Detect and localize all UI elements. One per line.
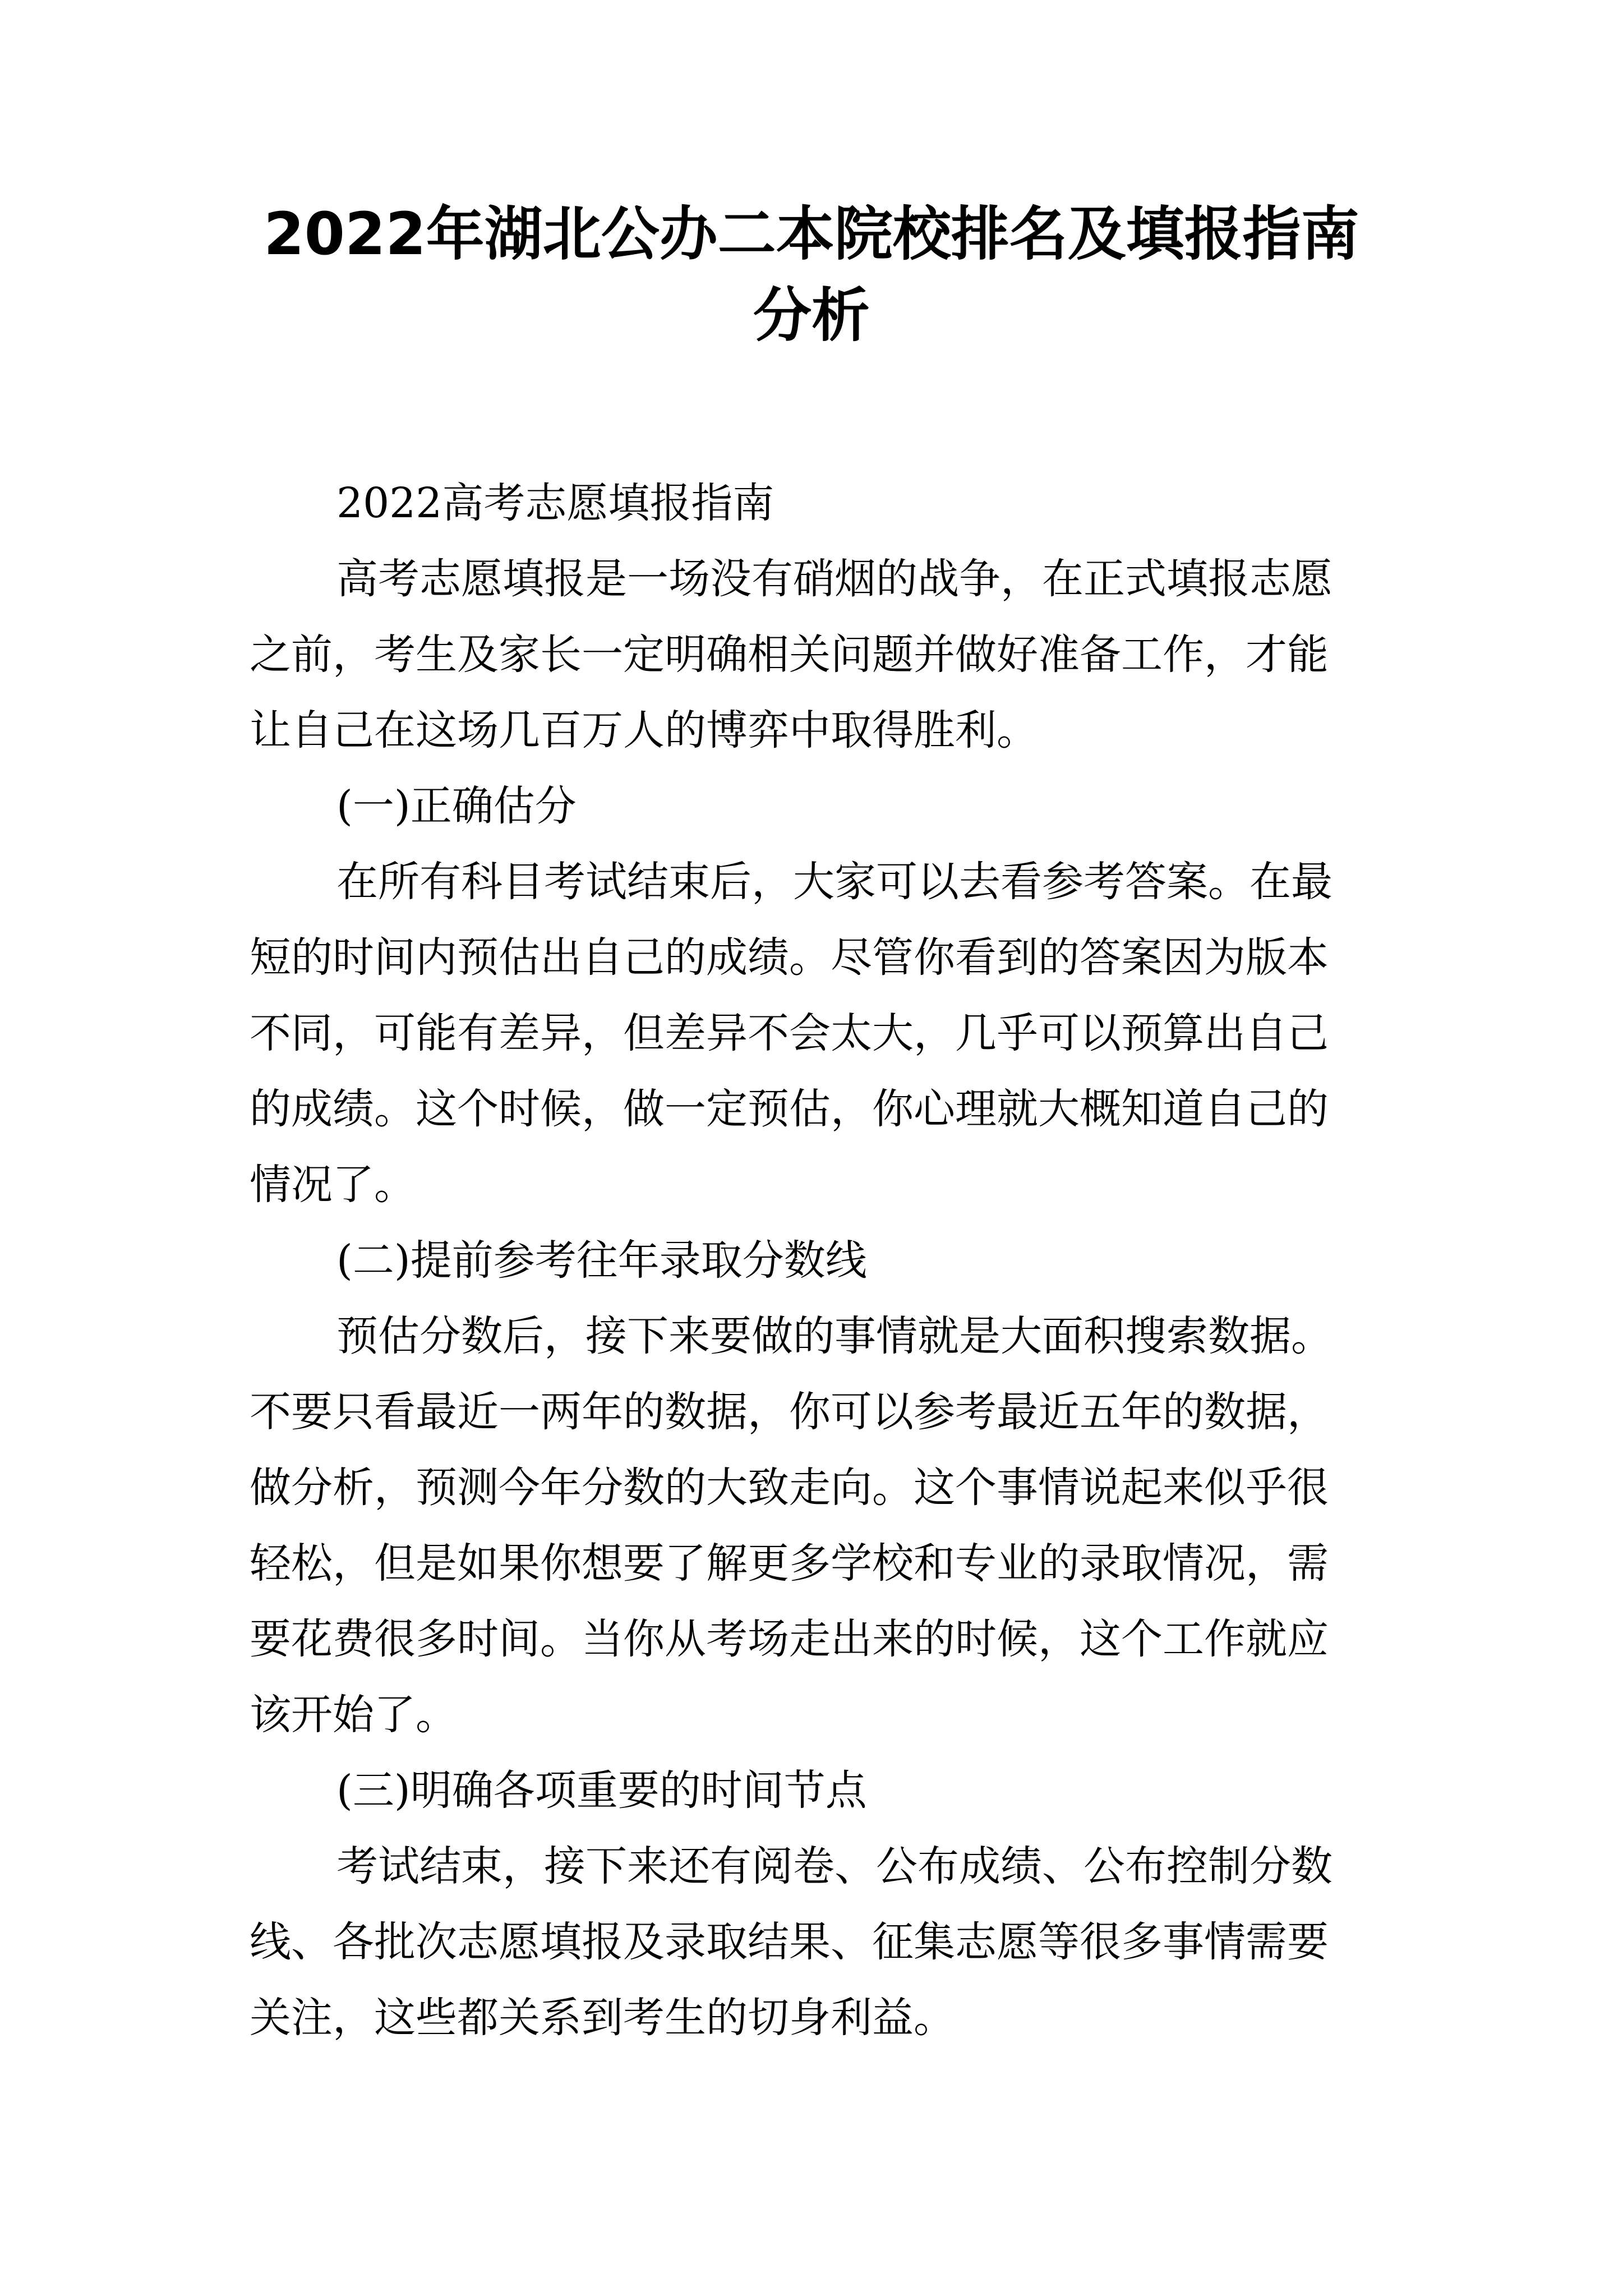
title-line-2: 分析 [753,281,870,349]
paragraph-line: 该开始了。 [250,1691,457,1739]
paragraph-line: 线、各批次志愿填报及录取结果、征集志愿等很多事情需要 [250,1918,1329,1966]
paragraph-line: 高考志愿填报是一场没有硝烟的战争，在正式填报志愿 [336,555,1332,603]
paragraph-line: 让自己在这场几百万人的博弈中取得胜利。 [250,706,1038,754]
paragraph-line: 不同，可能有差异，但差异不会太大，几乎可以预算出自己 [250,1009,1329,1057]
paragraph-line: 不要只看最近一两年的数据，你可以参考最近五年的数据， [250,1388,1329,1436]
paragraph-line: 的成绩。这个时候，做一定预估，你心理就大概知道自己的 [250,1085,1329,1133]
document-title [236,194,1387,356]
paragraph-line: 2022高考志愿填报指南 [336,479,774,527]
paragraph-line: 情况了。 [250,1161,416,1209]
paragraph-line: 要花费很多时间。当你从考场走出来的时候，这个工作就应 [250,1615,1329,1663]
section-heading: (三)明确各项重要的时间节点 [336,1766,867,1815]
paragraph-line: 预估分数后，接下来要做的事情就是大面积搜索数据。 [336,1312,1332,1360]
paragraph-line: 关注，这些都关系到考生的切身利益。 [250,1994,955,2042]
title-line-1: 2022年湖北公办二本院校排名及填报指南 [264,200,1359,268]
section-heading: (一)正确估分 [336,782,577,830]
section-heading: (二)提前参考往年录取分数线 [336,1236,867,1285]
document-body [250,466,1388,2056]
paragraph-line: 在所有科目考试结束后，大家可以去看参考答案。在最 [336,858,1332,906]
paragraph-line: 轻松，但是如果你想要了解更多学校和专业的录取情况，需 [250,1539,1329,1588]
paragraph-line: 之前，考生及家长一定明确相关问题并做好准备工作，才能 [250,631,1329,679]
paragraph-line: 考试结束，接下来还有阅卷、公布成绩、公布控制分数 [336,1842,1332,1890]
paragraph-line: 短的时间内预估出自己的成绩。尽管你看到的答案因为版本 [250,933,1329,982]
paragraph-line: 做分析，预测今年分数的大致走向。这个事情说起来似乎很 [250,1464,1329,1512]
